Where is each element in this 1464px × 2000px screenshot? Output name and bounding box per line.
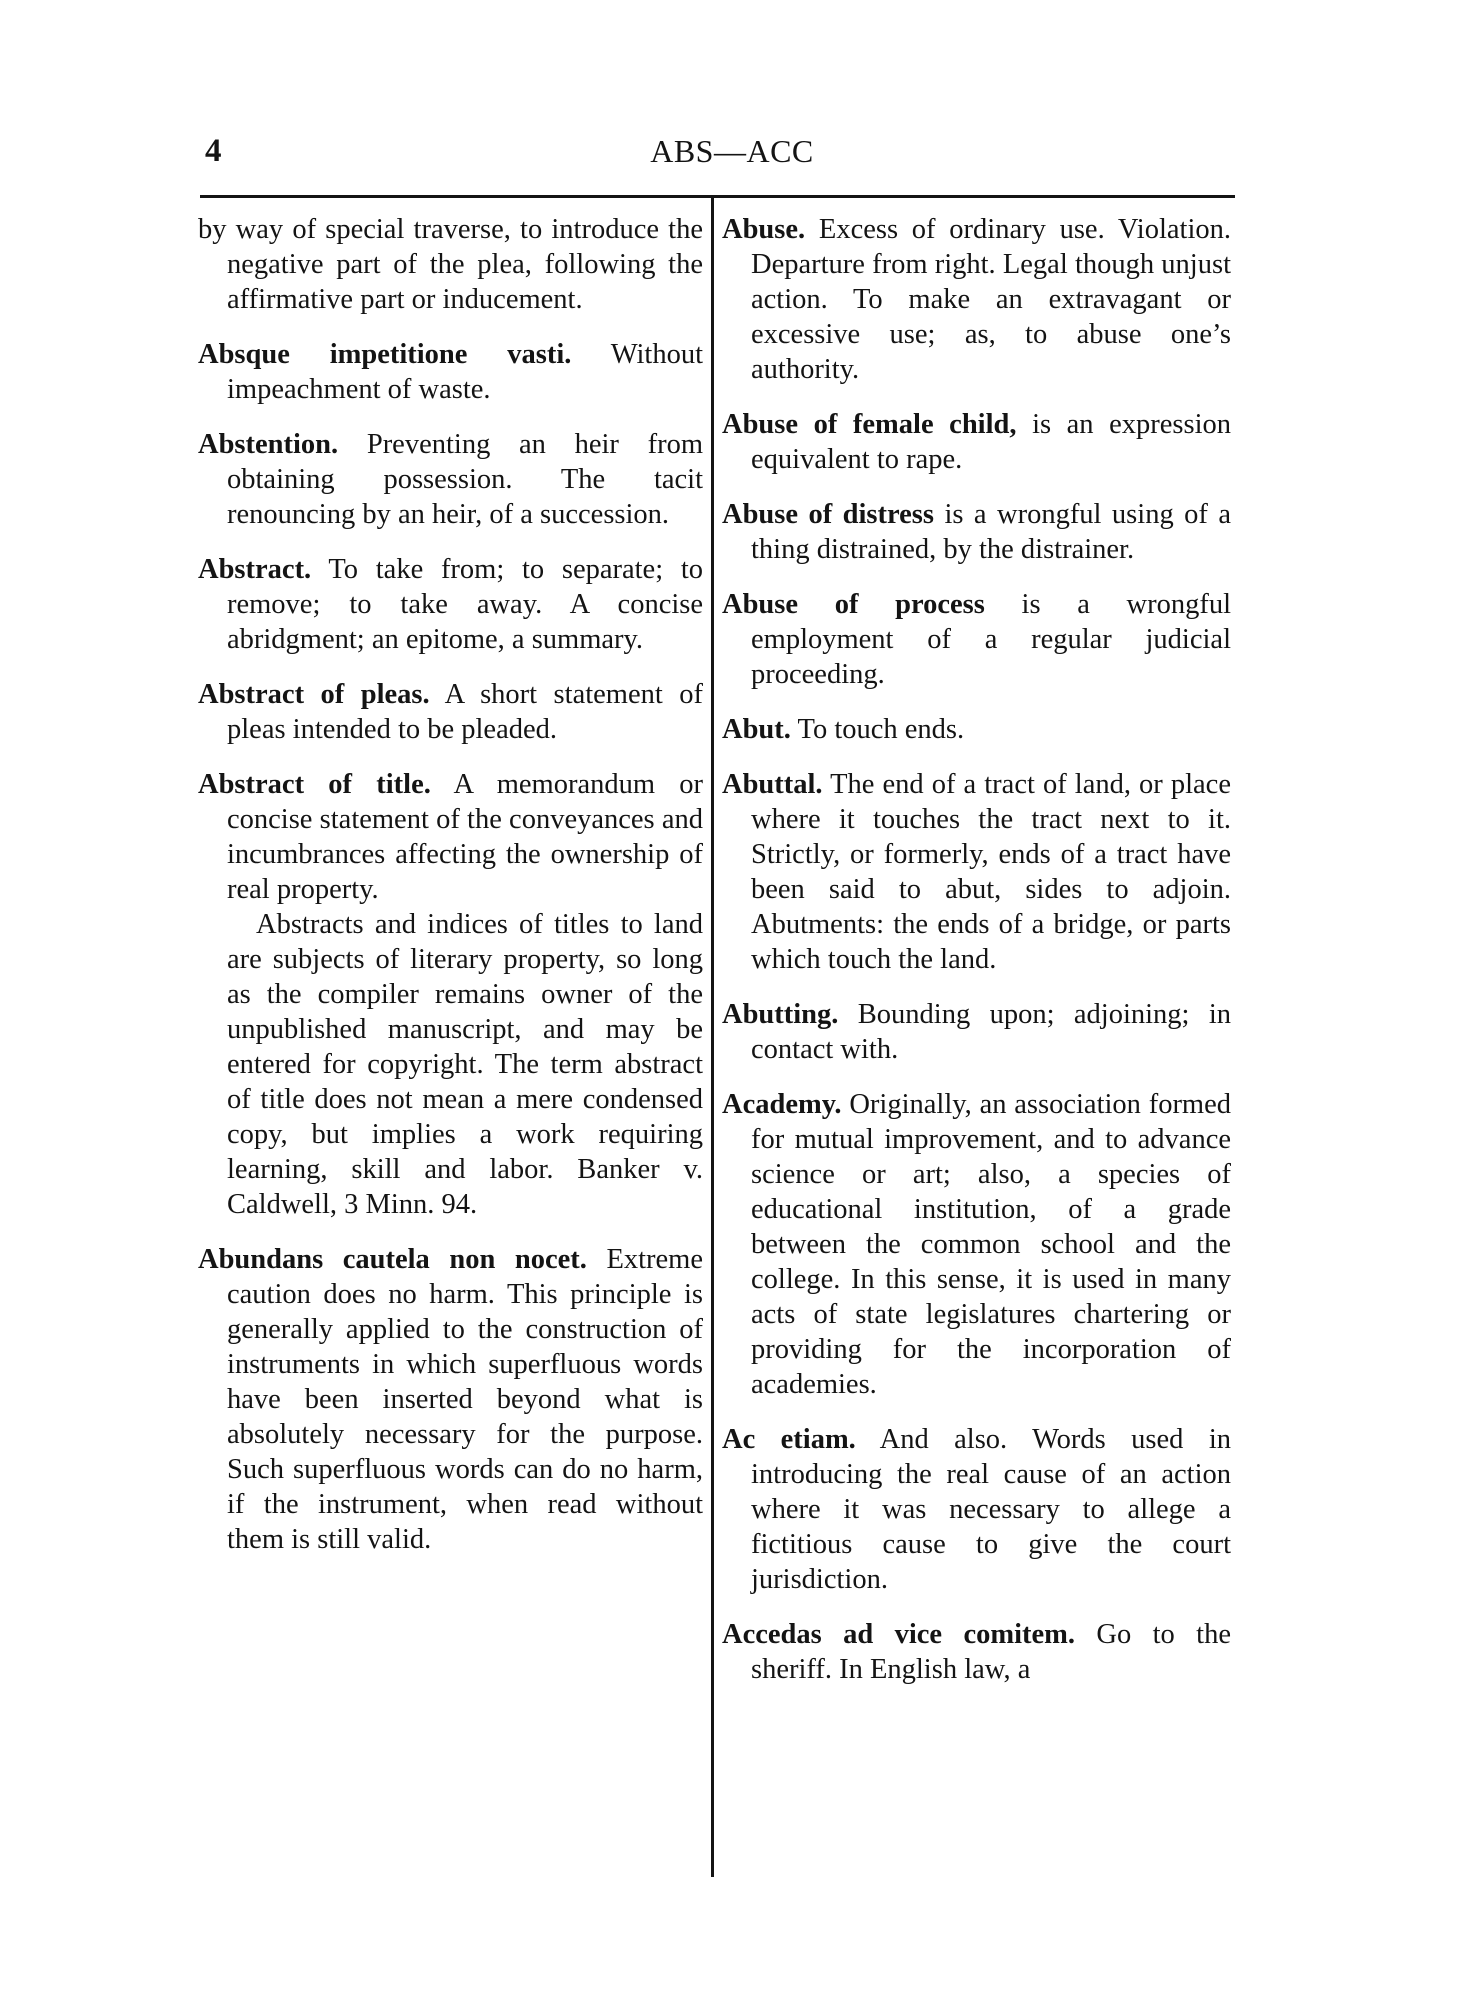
- entry-term: Abuse of process: [722, 589, 985, 620]
- dictionary-entry: [722, 1087, 1231, 1402]
- dictionary-entry: [722, 407, 1231, 477]
- entry-definition: A short statement of pleas intended to be pleaded.: [227, 679, 703, 745]
- entry-term: Abuse of female child,: [722, 409, 1017, 440]
- entry-definition: Excess of ordinary use. Violation. Departure from right. Legal though unjust action. To make an extravagant or excessive use; as, to abuse one’s authority.: [751, 214, 1231, 385]
- page-number: 4: [205, 133, 222, 169]
- entry-term: Abuttal.: [722, 769, 823, 800]
- entry-term: Accedas ad vice comitem.: [722, 1619, 1076, 1650]
- entry-definition: Originally, an association formed for mutual improvement, and to advance science or art; also, a species of educational institution, of a grade between the common school and the college. In this sense, it is used in many acts of state legislatures chartering or providing for the incorporation of academies.: [751, 1089, 1231, 1400]
- dictionary-entry: [198, 212, 703, 317]
- entry-definition: The end of a tract of land, or place where it touches the tract next to it. Strictly, or formerly, ends of a tract have been said to abut, sides to adjoin. Abutments: the ends of a bridge, or parts which touch the land.: [751, 769, 1231, 975]
- entry-definition: Without impeachment of waste.: [227, 339, 703, 405]
- dictionary-entry: [722, 997, 1231, 1067]
- dictionary-entry: [722, 587, 1231, 692]
- entry-definition: is a wrongful using of a thing distrained, by the distrainer.: [751, 499, 1231, 565]
- entry-term: Abut.: [722, 714, 791, 745]
- dictionary-entry: [722, 712, 1231, 747]
- entry-definition: To take from; to separate; to remove; to take away. A concise abridgment; an epitome, a summary.: [227, 554, 703, 655]
- entry-term: Absque impetitione vasti.: [198, 339, 572, 370]
- dictionary-entry: [722, 767, 1231, 977]
- entry-term: Abstract.: [198, 554, 312, 585]
- entry-definition: by way of special traverse, to introduce the negative part of the plea, following the affirmative part or inducement.: [198, 214, 703, 315]
- entry-definition: Go to the sheriff. In English law, a: [751, 1619, 1231, 1685]
- dictionary-entry: [198, 552, 703, 657]
- entry-term: Ac etiam.: [722, 1424, 856, 1455]
- entry-term: Abuse.: [722, 214, 806, 245]
- entry-definition: To touch ends.: [797, 714, 965, 745]
- entry-definition: And also. Words used in introducing the real cause of an action where it was necessary to allege a fictitious cause to give the court jurisdiction.: [751, 1424, 1231, 1595]
- column-divider: [711, 197, 714, 1877]
- entry-term: Academy.: [722, 1089, 842, 1120]
- entry-term: Abstract of pleas.: [198, 679, 430, 710]
- header-rule: [200, 195, 1235, 198]
- entry-term: Abstract of title.: [198, 769, 431, 800]
- dictionary-entry: [722, 1422, 1231, 1597]
- dictionary-entry: [722, 212, 1231, 387]
- running-head: ABS—ACC: [650, 133, 814, 169]
- entry-definition: is an expression equivalent to rape.: [751, 409, 1231, 475]
- entry-term: Abundans cautela non nocet.: [198, 1244, 587, 1275]
- entry-definition: Preventing an heir from obtaining possession. The tacit renouncing by an heir, of a succession.: [227, 429, 703, 530]
- entry-definition: Extreme caution does no harm. This principle is generally applied to the construction of instruments in which superfluous words have been inserted beyond what is absolutely necessary for the purpose. Such superfluous words can do no harm, if the instrument, when read without them is still valid.: [227, 1244, 703, 1555]
- left-column: [198, 212, 703, 1577]
- entry-definition: Bounding upon; adjoining; in contact with.: [751, 999, 1231, 1065]
- right-column: [722, 212, 1231, 1707]
- dictionary-entry: [198, 767, 703, 1222]
- dictionary-entry: [198, 337, 703, 407]
- dictionary-entry: [198, 427, 703, 532]
- dictionary-entry: [198, 1242, 703, 1557]
- dictionary-entry: [722, 1617, 1231, 1687]
- entry-term: Abuse of distress: [722, 499, 934, 530]
- entry-term: Abutting.: [722, 999, 839, 1030]
- entry-term: Abstention.: [198, 429, 339, 460]
- dictionary-entry: [722, 497, 1231, 567]
- entry-definition: is a wrongful employment of a regular judicial proceeding.: [751, 589, 1232, 690]
- entry-definition: A memorandum or concise statement of the conveyances and incumbrances affecting the ownership of real property.: [227, 769, 703, 905]
- dictionary-entry: [198, 677, 703, 747]
- entry-continuation: Abstracts and indices of titles to land are subjects of literary property, so long as the compiler remains owner of the unpublished manuscript, and may be entered for copyright. The term abstract of title does not mean a mere condensed copy, but implies a work requiring learning, skill and labor. Banker v. Caldwell, 3 Minn. 94.: [227, 909, 703, 1220]
